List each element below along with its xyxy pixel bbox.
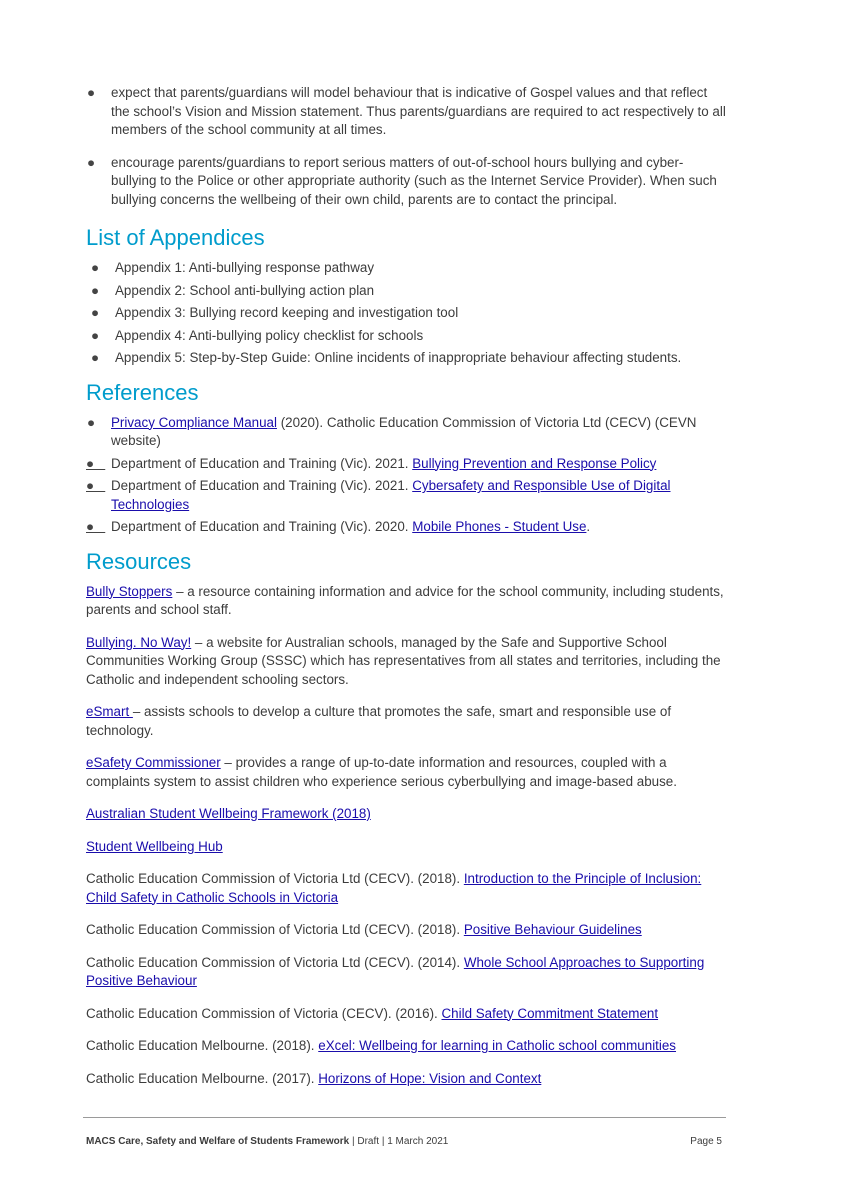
list-item: ● Department of Education and Training (Vic). 2020. Mobile Phones - Student Use. — [86, 518, 726, 537]
principle-of-inclusion-link[interactable]: Introduction to the Principle of Inclusion: Child Safety in Catholic Schools in Victoria — [86, 871, 702, 905]
page-footer — [86, 1136, 722, 1148]
top-bullet-list — [86, 84, 726, 209]
esafety-commissioner-link[interactable]: eSafety Commissioner — [86, 755, 221, 770]
bullet-icon: ● — [86, 85, 96, 100]
page-number: Page 5 — [690, 1136, 722, 1147]
resource-item — [86, 805, 726, 824]
cybersafety-link[interactable]: Cybersafety and Responsible Use of Digital Technologies — [111, 478, 671, 512]
bullet-icon: ● — [86, 414, 96, 430]
resource-item: Catholic Education Commission of Victoria Ltd (CECV). (2018). Positive Behaviour Guidelines — [86, 922, 642, 937]
bullet-icon: ● — [90, 327, 100, 343]
footer-meta: | Draft | 1 March 2021 — [349, 1136, 449, 1147]
references-list — [86, 414, 726, 537]
references-heading: References — [86, 379, 199, 405]
resource-item: Catholic Education Melbourne. (2017). Horizons of Hope: Vision and Context — [86, 1070, 542, 1086]
list-item: ● Appendix 5: Step-by-Step Guide: Online incidents of inappropriate behaviour affecting students. — [86, 349, 726, 368]
excel-wellbeing-link[interactable]: eXcel: Wellbeing for learning in Catholic school communities — [318, 1038, 677, 1053]
resource-item — [86, 838, 726, 857]
footer-title: MACS Care, Safety and Welfare of Students Framework — [86, 1136, 350, 1147]
bullet-icon: ● — [90, 282, 100, 298]
list-item: ● Privacy Compliance Manual (2020). Catholic Education Commission of Victoria Ltd (CECV) (CEVN website) — [86, 414, 697, 448]
resource-item: Catholic Education Commission of Victoria Ltd (CECV). (2014). Whole School Approaches to Supporting Positive Behaviour — [86, 954, 705, 988]
resource-item: Catholic Education Commission of Victoria (CECV). (2016). Child Safety Commitment Statement — [86, 1005, 659, 1021]
resource-item: Bullying. No Way! – a website for Australian schools, managed by the Safe and Supportive School Communities Working Group (SSSC) which has representatives from all states and territories, including the Catholic and independent schooling sectors. — [86, 634, 721, 687]
list-item: ● expect that parents/guardians will model behaviour that is indicative of Gospel values and that reflect the school’s Vision and Mission statement. Thus parents/guardians are required to act respectively to all members of the school community at all times. — [86, 85, 726, 137]
page-content — [86, 84, 726, 1102]
bullet-icon: ● — [86, 455, 106, 471]
bullet-icon: ● — [90, 305, 100, 320]
bully-stoppers-link[interactable]: Bully Stoppers — [86, 583, 173, 599]
whole-school-approaches-link[interactable]: Whole School Approaches to Supporting Positive Behaviour — [86, 954, 705, 988]
resources-heading: Resources — [86, 548, 192, 574]
bullying-no-way-link[interactable]: Bullying. No Way! — [86, 634, 192, 650]
resource-item: Catholic Education Commission of Victoria Ltd (CECV). (2018). Introduction to the Principle of Inclusion: Child Safety in Catholic Schools in Victoria — [86, 871, 702, 905]
appendices-heading: List of Appendices — [86, 225, 265, 250]
footer-divider — [83, 1117, 726, 1118]
resource-item: eSmart – assists schools to develop a culture that promotes the safe, smart and responsible use of technology. — [86, 704, 672, 738]
child-safety-commitment-link[interactable]: Child Safety Commitment Statement — [441, 1005, 659, 1021]
mobile-phones-link[interactable]: Mobile Phones - Student Use — [412, 519, 587, 534]
resource-item: Bully Stoppers – a resource containing information and advice for the school community, including students, parents and school staff. — [86, 583, 724, 617]
resources-list — [86, 583, 726, 1089]
list-item: ● encourage parents/guardians to report serious matters of out-of-school hours bullying and cyber-bullying to the Police or other appropriate authority (such as the Internet Service Provider). When such bullying concerns the wellbeing of their own child, parents are to contact the principal. — [86, 154, 717, 207]
horizons-of-hope-link[interactable]: Horizons of Hope: Vision and Context — [318, 1070, 542, 1086]
list-item: ● Appendix 4: Anti-bullying policy checklist for schools — [86, 327, 726, 346]
bullying-prevention-policy-link[interactable]: Bullying Prevention and Response Policy — [412, 455, 657, 471]
bullet-icon: ● — [86, 519, 106, 534]
student-wellbeing-hub-link[interactable]: Student Wellbeing Hub — [86, 838, 223, 854]
bullet-icon: ● — [86, 154, 96, 170]
list-item: ● Department of Education and Training (Vic). 2021. Cybersafety and Responsible Use of Digital Technologies — [86, 478, 671, 512]
list-item: ● Department of Education and Training (Vic). 2021. Bullying Prevention and Response Policy — [86, 455, 726, 474]
positive-behaviour-guidelines-link[interactable]: Positive Behaviour Guidelines — [463, 922, 642, 937]
privacy-compliance-manual-link[interactable]: Privacy Compliance Manual — [111, 414, 277, 430]
bullet-icon: ● — [86, 478, 106, 493]
appendices-list — [86, 259, 726, 368]
list-item: ● Appendix 2: School anti-bullying action plan — [86, 282, 726, 301]
student-wellbeing-framework-link[interactable]: Australian Student Wellbeing Framework (2018) — [86, 806, 371, 821]
list-item: ● Appendix 1: Anti-bullying response pathway — [86, 259, 726, 278]
resource-item: eSafety Commissioner – provides a range of up-to-date information and resources, coupled with a complaints system to assist children who experience serious cyberbullying and image-based abuse. — [86, 755, 677, 789]
list-item: ● Appendix 3: Bullying record keeping and investigation tool — [86, 304, 726, 323]
bullet-icon: ● — [90, 350, 100, 365]
bullet-icon: ● — [90, 260, 100, 275]
esmart-link[interactable]: eSmart — [86, 704, 133, 719]
resource-item: Catholic Education Melbourne. (2018). eXcel: Wellbeing for learning in Catholic school communities — [86, 1038, 677, 1053]
